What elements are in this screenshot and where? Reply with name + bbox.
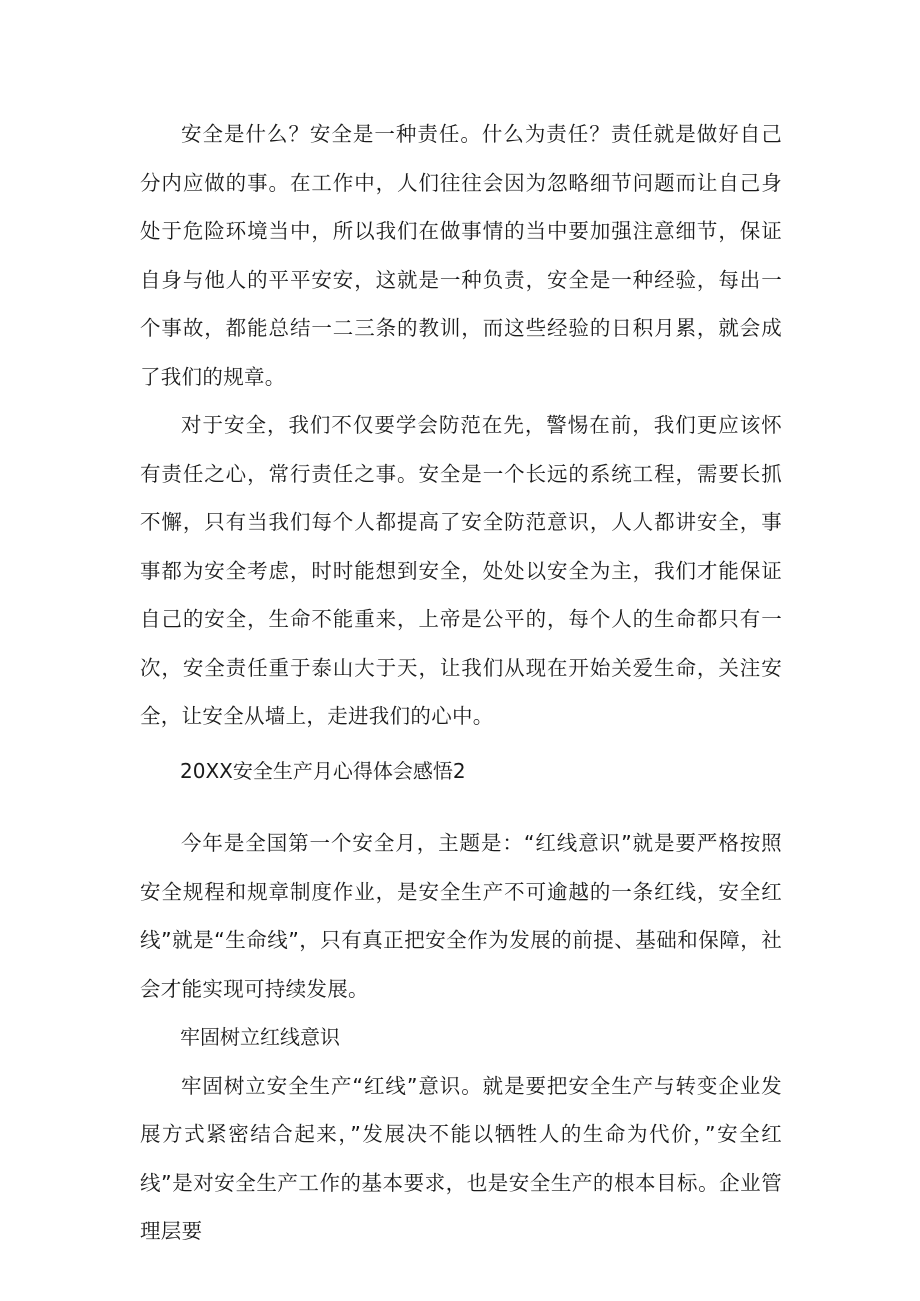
body-paragraph: 今年是全国第一个安全月，主题是：“红线意识”就是要严格按照安全规程和规章制度作业，是安全生产不可逾越的一条红线，安全红线”就是“生命线”，只有真正把安全作为发展的前提、基础和保障，社会才能实现可持续发展。: [140, 831, 782, 1001]
body-paragraph: 牢固树立安全生产“红线”意识。就是要把安全生产与转变企业发展方式紧密结合起来，”发展决不能以牺牲人的生命为代价，”安全红线”是对安全生产工作的基本要求，也是安全生产的根本目标。企业管理层要: [140, 1073, 782, 1243]
subheading: 牢固树立红线意识: [180, 1025, 340, 1049]
body-paragraph: 对于安全，我们不仅要学会防范在先，警惕在前，我们更应该怀有责任之心，常行责任之事。安全是一个长远的系统工程，需要长抓不懈，只有当我们每个人都提高了安全防范意识，人人都讲安全，事事都为安全考虑，时时能想到安全，处处以安全为主，我们才能保证自己的安全，生命不能重来，上帝是公平的，每个人的生命都只有一次，安全责任重于泰山大于天，让我们从现在开始关爱生命，关注安全，让安全从墙上，走进我们的心中。: [140, 413, 782, 728]
section-title: 20XX安全生产月心得体会感悟2: [180, 758, 466, 783]
document-page: [140, 110, 782, 1256]
body-paragraph: 安全是什么？安全是一种责任。什么为责任？责任就是做好自己分内应做的事。在工作中，人们往往会因为忽略细节问题而让自己身处于危险环境当中，所以我们在做事情的当中要加强注意细节，保证自身与他人的平平安安，这就是一种负责，安全是一种经验，每出一个事故，都能总结一二三条的教训，而这些经验的日积月累，就会成了我们的规章。: [140, 122, 782, 389]
